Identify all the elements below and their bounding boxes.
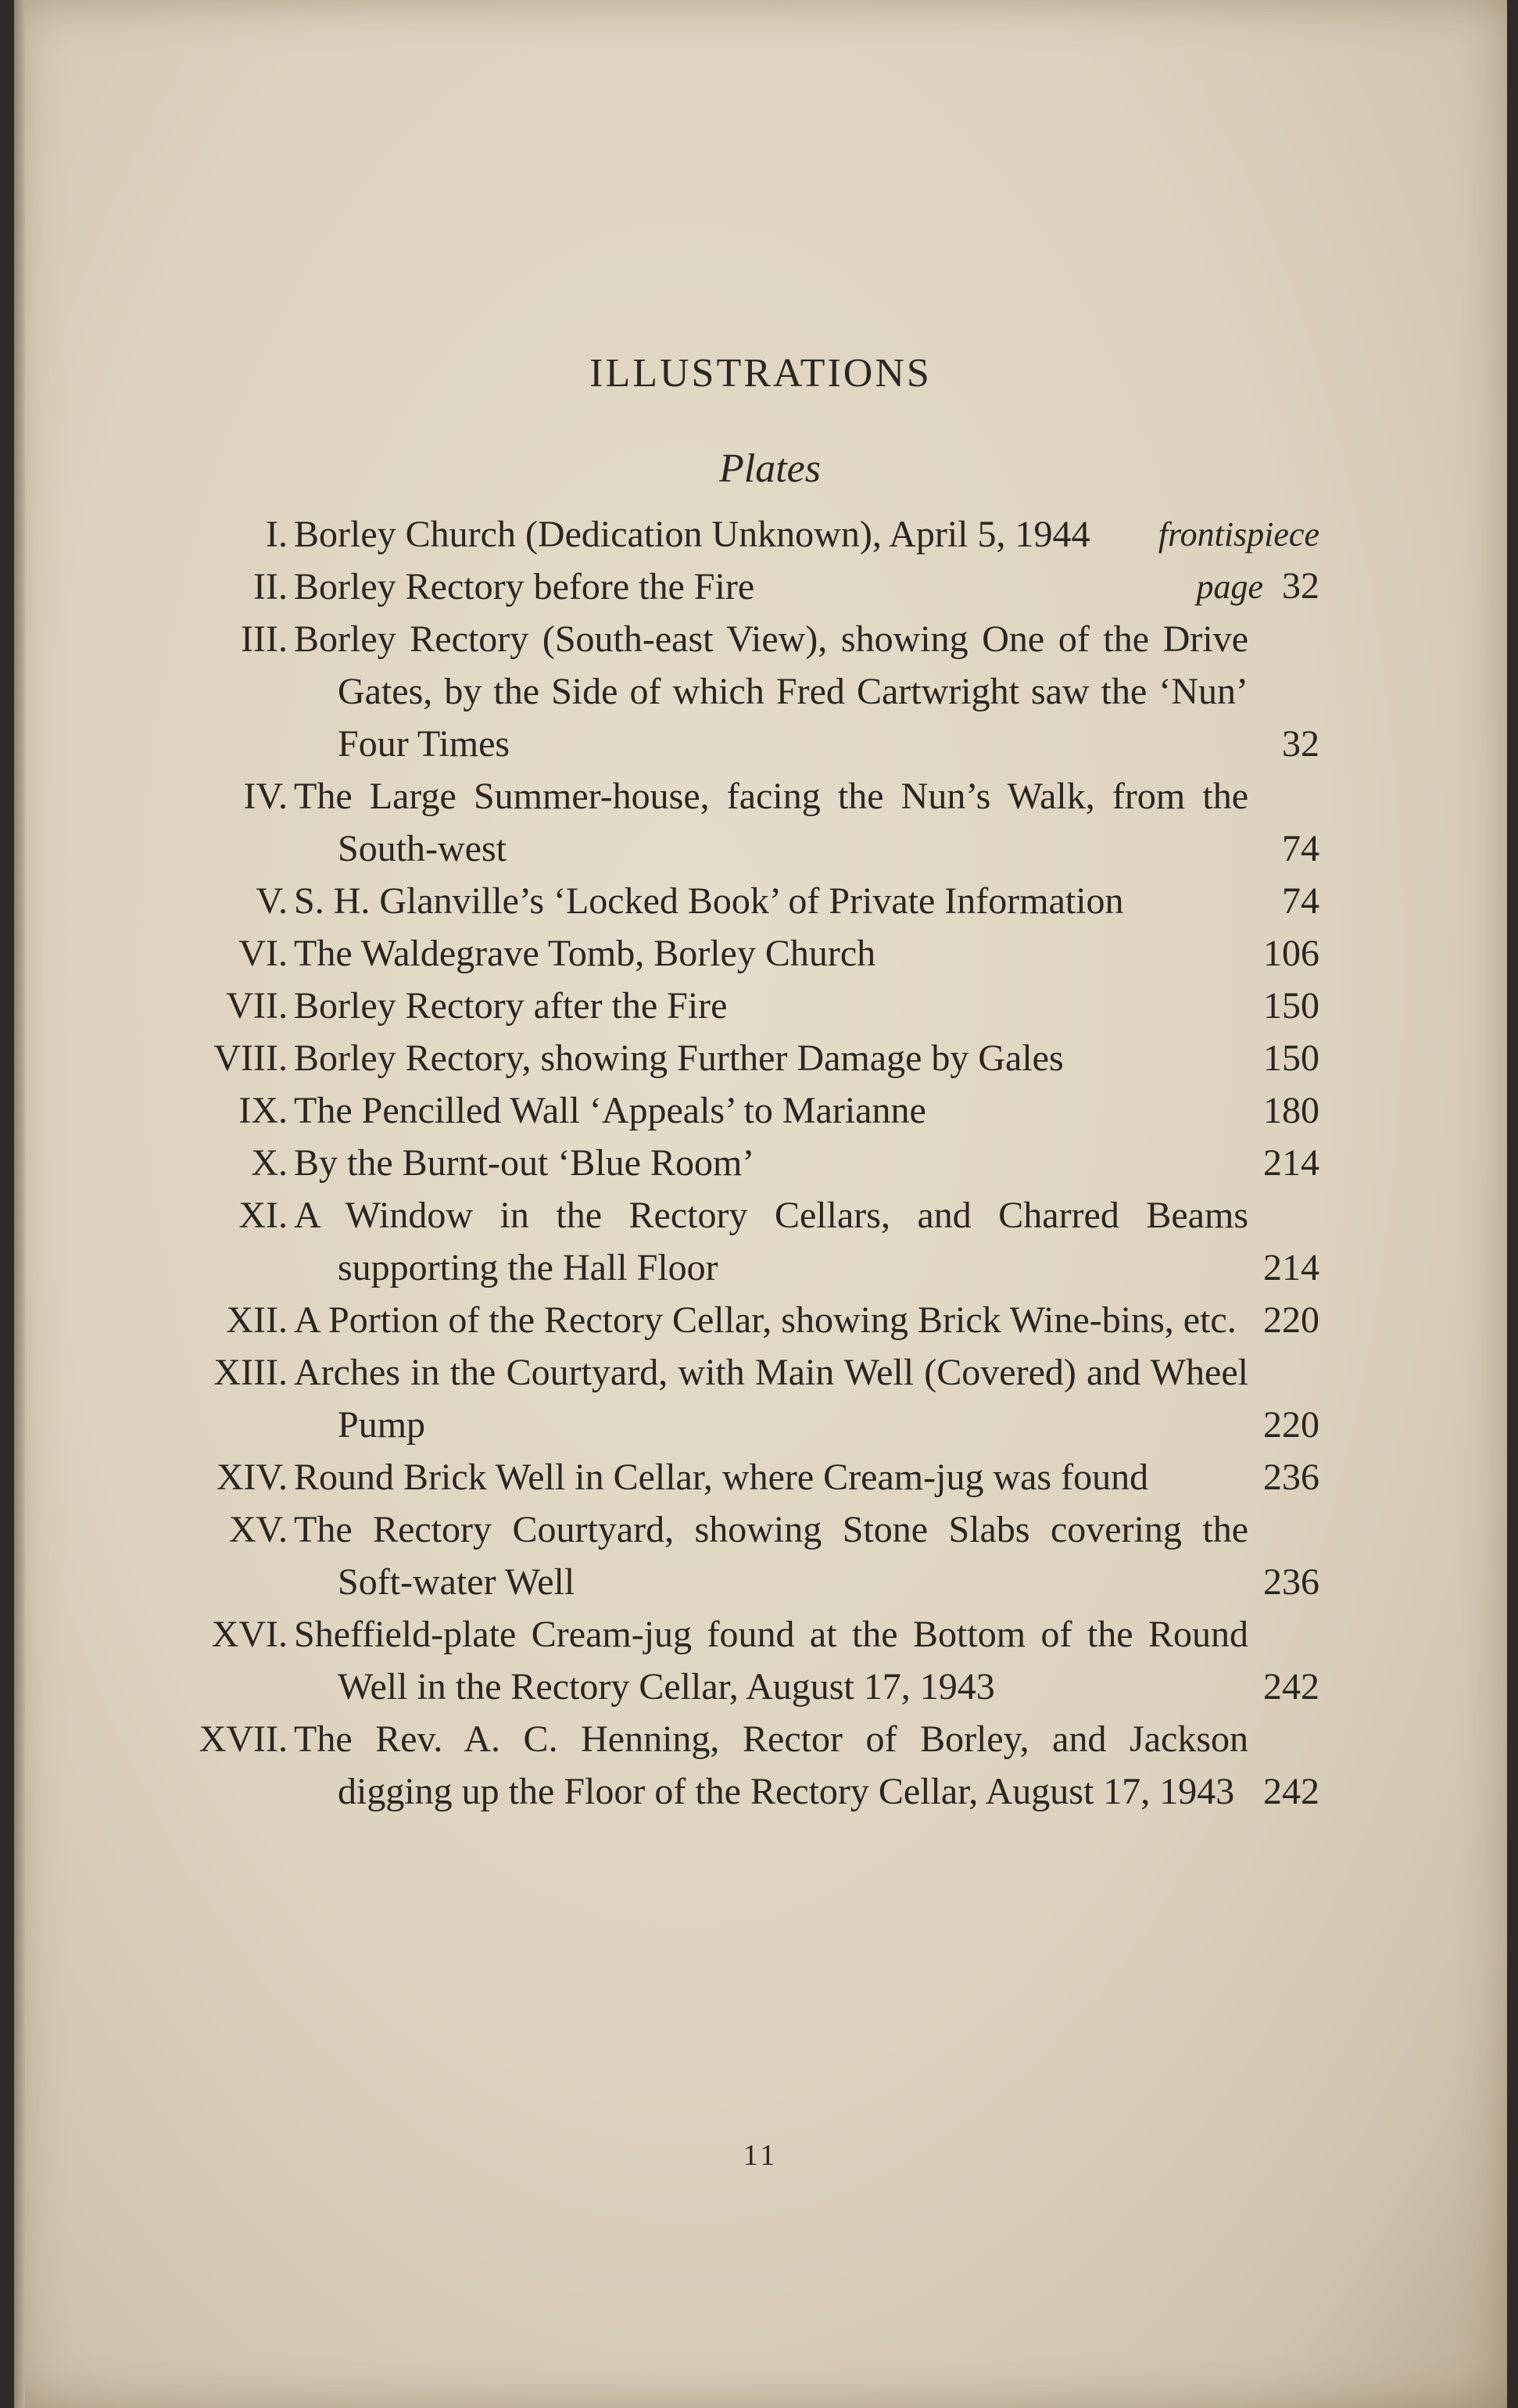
page-title: ILLUSTRATIONS — [589, 351, 932, 396]
list-item — [14, 1137, 1507, 1189]
list-item — [14, 1713, 1507, 1818]
plate-number: XI. — [238, 1195, 288, 1236]
plate-page-reference: 214 — [1263, 1142, 1319, 1184]
plate-number: I. — [266, 514, 288, 555]
plate-number: II. — [253, 566, 288, 607]
plate-caption: Borley Church (Dedication Unknown), April 5, 1944 — [294, 514, 1090, 555]
page-number: 11 — [743, 2139, 779, 2172]
list-item — [14, 1189, 1507, 1294]
plate-caption: The Rectory Courtyard, showing Stone Slabs covering the Soft-water Well — [294, 1509, 1248, 1603]
plate-caption: Arches in the Courtyard, with Main Well (Covered) and Wheel Pump — [294, 1352, 1248, 1446]
list-item — [14, 1346, 1507, 1451]
list-item — [14, 1503, 1507, 1608]
plate-caption: S. H. Glanville’s ‘Locked Book’ of Private Information — [294, 880, 1124, 922]
illustrations-list — [14, 508, 1507, 1818]
list-item — [14, 613, 1507, 770]
plate-number: X. — [251, 1142, 288, 1184]
plate-caption: Borley Rectory (South-east View), showing One of the Drive Gates, by the Side of which Fred Cartwright saw the ‘Nun’ Four Times — [294, 618, 1248, 765]
plate-page-reference: 214 — [1263, 1247, 1319, 1288]
plate-page-reference: 236 — [1263, 1561, 1319, 1603]
list-item — [14, 1032, 1507, 1084]
plate-page-reference: 106 — [1263, 933, 1319, 974]
plate-number: XII. — [226, 1299, 288, 1341]
plate-page-reference: frontispiece — [1158, 515, 1319, 554]
plate-number: XVI. — [211, 1614, 288, 1655]
plate-caption: By the Burnt-out ‘Blue Room’ — [294, 1142, 755, 1184]
plate-page-reference: 150 — [1263, 1037, 1319, 1079]
list-item — [14, 508, 1507, 561]
plate-caption: The Pencilled Wall ‘Appeals’ to Marianne — [294, 1090, 926, 1131]
plate-page-reference: 74 — [1282, 880, 1319, 922]
plate-number: XVII. — [199, 1718, 288, 1760]
plate-number: IV. — [243, 776, 288, 817]
list-item — [14, 561, 1507, 613]
plate-number: VI. — [238, 933, 288, 974]
plate-caption: A Window in the Rectory Cellars, and Charred Beams supporting the Hall Floor — [294, 1195, 1248, 1288]
plate-page-reference: 32 — [1282, 723, 1319, 765]
plate-caption: Borley Rectory before the Fire — [294, 566, 755, 607]
plate-number: XIII. — [213, 1352, 288, 1393]
plate-caption: Borley Rectory after the Fire — [294, 985, 728, 1027]
list-item — [14, 770, 1507, 875]
plate-page-reference: 150 — [1263, 985, 1319, 1027]
plate-caption: Sheffield-plate Cream-jug found at the Bottom of the Round Well in the Rectory Cellar, August 17, 1943 — [294, 1614, 1248, 1707]
list-item — [14, 1084, 1507, 1137]
list-item — [14, 1451, 1507, 1503]
list-item — [14, 875, 1507, 927]
list-item — [14, 927, 1507, 980]
plate-number: III. — [241, 618, 288, 660]
plate-number: IX. — [238, 1090, 288, 1131]
list-item — [14, 1608, 1507, 1713]
plate-number: VIII. — [213, 1037, 288, 1079]
plate-number: XIV. — [216, 1457, 288, 1498]
plate-caption: A Portion of the Rectory Cellar, showing Brick Wine-bins, etc. — [294, 1299, 1237, 1341]
section-subtitle: Plates — [719, 446, 821, 491]
plate-page-reference: page 32 — [1196, 565, 1319, 607]
plate-caption: Borley Rectory, showing Further Damage by Gales — [294, 1037, 1064, 1079]
plate-number: VII. — [226, 985, 288, 1027]
plate-page-reference: 74 — [1282, 828, 1319, 869]
plate-caption: The Rev. A. C. Henning, Rector of Borley, and Jackson digging up the Floor of the Rectory Cellar, August 17, 1943 — [294, 1718, 1248, 1812]
plate-number: V. — [256, 880, 288, 922]
plate-number: XV. — [228, 1509, 288, 1550]
plate-caption: The Large Summer-house, facing the Nun’s Walk, from the South-west — [294, 776, 1248, 869]
book-page — [14, 0, 1507, 2408]
plate-page-reference: 220 — [1263, 1299, 1319, 1341]
plate-page-reference: 180 — [1263, 1090, 1319, 1131]
plate-page-reference: 242 — [1263, 1771, 1319, 1812]
plate-caption: Round Brick Well in Cellar, where Cream-jug was found — [294, 1457, 1149, 1498]
plate-page-reference: 236 — [1263, 1457, 1319, 1498]
plate-page-reference: 242 — [1263, 1666, 1319, 1707]
plate-page-reference: 220 — [1263, 1404, 1319, 1446]
list-item — [14, 980, 1507, 1032]
plate-caption: The Waldegrave Tomb, Borley Church — [294, 933, 876, 974]
list-item — [14, 1294, 1507, 1346]
